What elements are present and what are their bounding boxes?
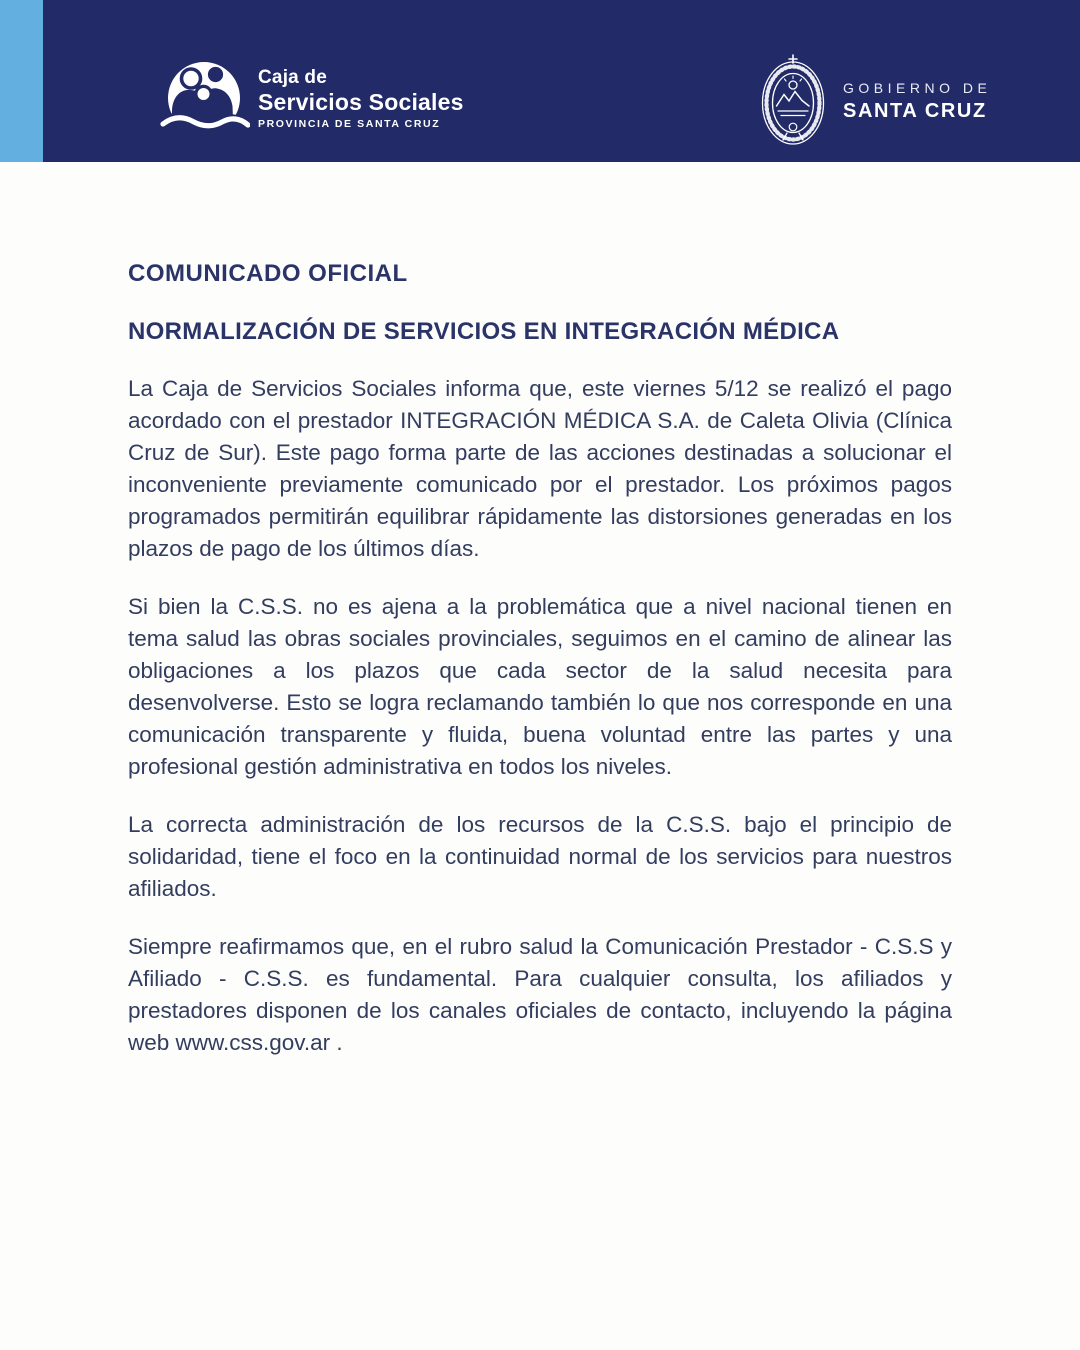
css-logo-line1: Caja de	[258, 67, 327, 88]
page-title: COMUNICADO OFICIAL	[128, 260, 408, 287]
family-wave-icon	[160, 56, 250, 144]
css-logo-text	[258, 68, 464, 130]
header-banner	[0, 0, 1080, 162]
header-accent-strip	[0, 0, 43, 162]
gobierno-logo	[757, 54, 991, 148]
gobierno-logo-line1: GOBIERNO DE	[843, 80, 992, 96]
paragraph-3: La correcta administración de los recursos de la C.S.S. bajo el principio de solidaridad, tiene el foco en la continuidad normal de los servicios para nuestros afiliados.	[128, 812, 952, 901]
css-logo-line3: PROVINCIA DE SANTA CRUZ	[258, 118, 441, 130]
css-logo-line2: Servicios Sociales	[258, 89, 464, 115]
paragraph-4: Siempre reafirmamos que, en el rubro salud la Comunicación Prestador - C.S.S y Afiliado - C.S.S. es fundamental. Para cualquier consulta, los afiliados y prestadores disponen de los canales oficiales de contacto, incluyendo la página web www.css.gov.ar .	[128, 934, 952, 1055]
css-logo	[160, 56, 464, 144]
gobierno-logo-line2: SANTA CRUZ	[843, 100, 987, 122]
santa-cruz-crest-icon	[757, 54, 829, 148]
gobierno-logo-text	[843, 81, 991, 121]
paragraph-1: La Caja de Servicios Sociales informa que, este viernes 5/12 se realizó el pago acordado con el prestador INTEGRACIÓN MÉDICA S.A. de Caleta Olivia (Clínica Cruz de Sur). Este pago forma parte de las acciones destinadas a solucionar el inconveniente previamente comunicado por el prestador. Los próximos pagos programados permitirán equilibrar rápidamente las distorsiones generadas en los plazos de pago de los últimos días.	[128, 376, 952, 561]
document-body	[0, 162, 1080, 1059]
paragraph-2: Si bien la C.S.S. no es ajena a la problemática que a nivel nacional tienen en tema salud las obras sociales provinciales, seguimos en el camino de alinear las obligaciones a los plazos que cada sector de la salud necesita para desenvolverse. Esto se logra reclamando también lo que nos corresponde en una comunicación transparente y fluida, buena voluntad entre las partes y una profesional gestión administrativa en todos los niveles.	[128, 594, 952, 779]
document-subtitle: NORMALIZACIÓN DE SERVICIOS EN INTEGRACIÓN MÉDICA	[128, 318, 840, 345]
